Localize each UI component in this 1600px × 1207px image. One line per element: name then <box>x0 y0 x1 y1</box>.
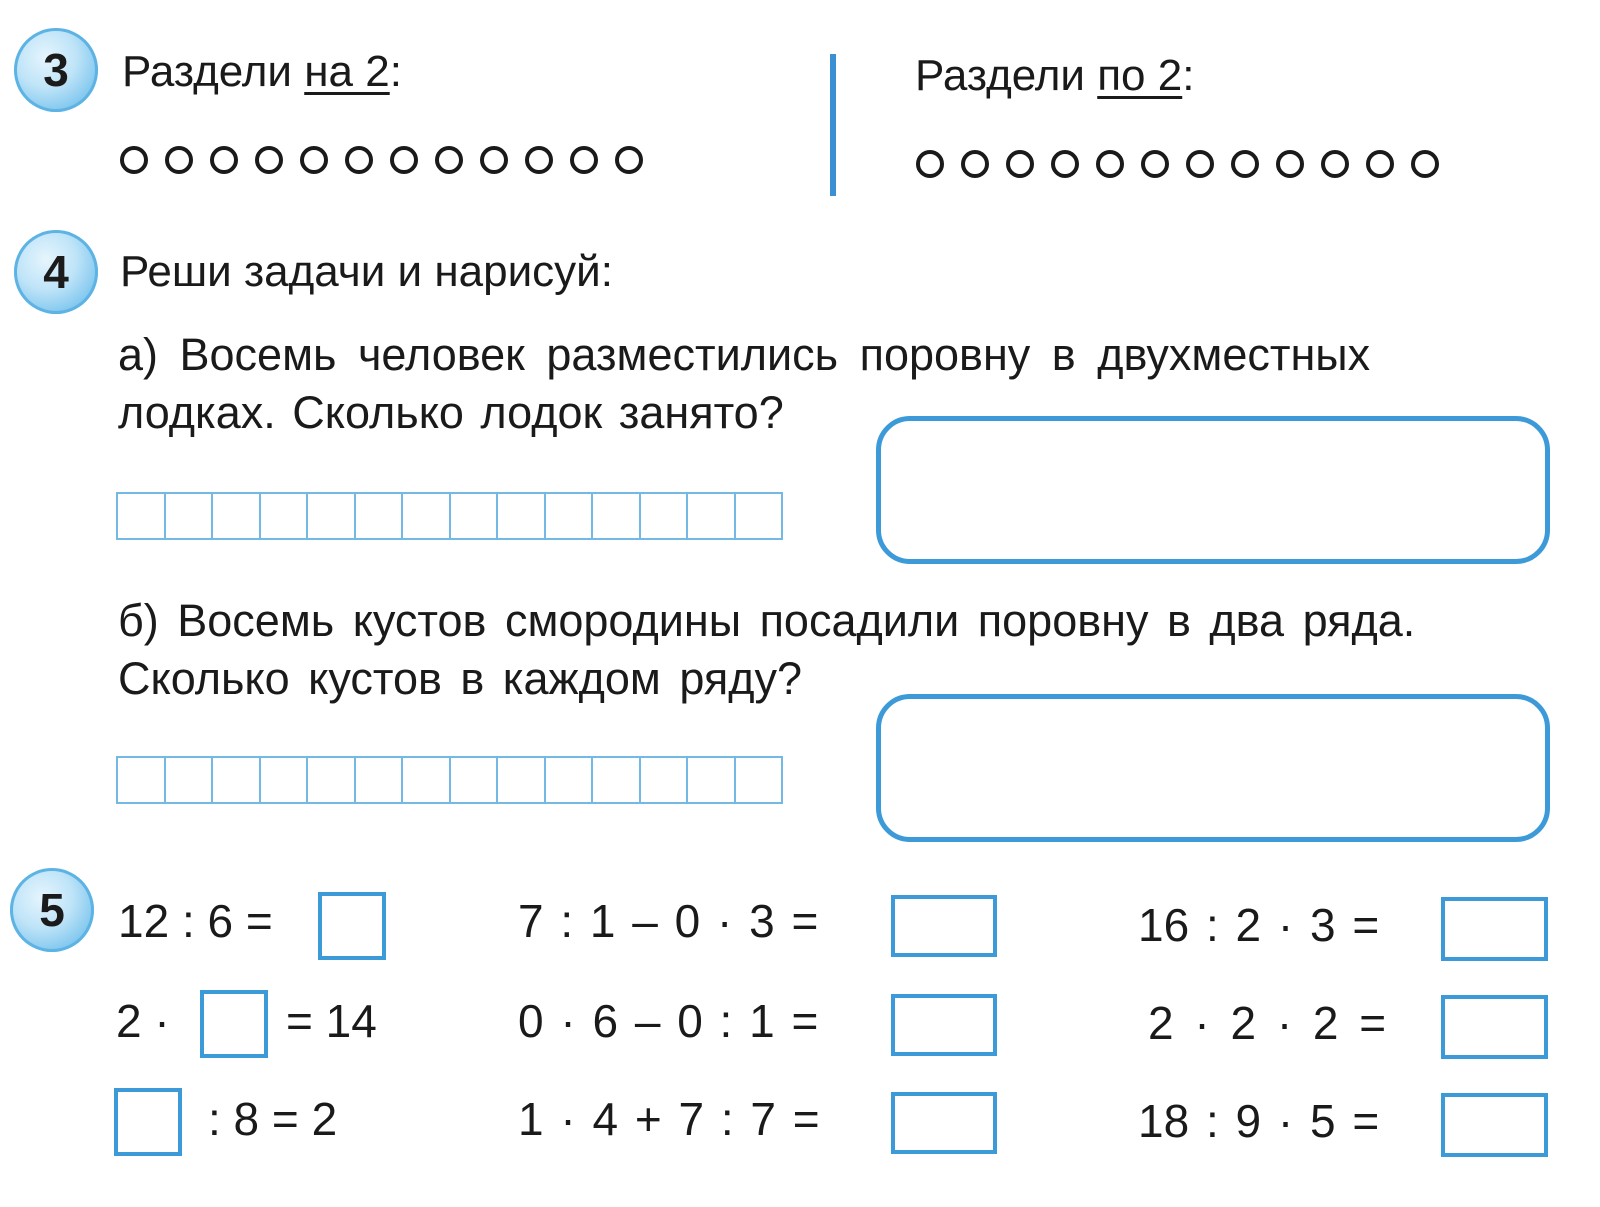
task-number: 3 <box>43 44 69 96</box>
circle <box>570 146 598 174</box>
task-number: 5 <box>39 884 65 936</box>
answer-box[interactable] <box>200 990 268 1058</box>
heading-underlined: на 2 <box>304 47 390 96</box>
answer-box[interactable] <box>1441 897 1548 961</box>
task3-right-heading <box>915 51 1195 100</box>
grid-cell[interactable] <box>403 756 451 804</box>
circle <box>1051 150 1079 178</box>
grid-cell[interactable] <box>546 756 594 804</box>
heading-text: Раздели <box>122 47 305 96</box>
task-number-badge <box>14 28 98 112</box>
circle <box>1321 150 1349 178</box>
answer-box[interactable] <box>318 892 386 960</box>
answer-box[interactable] <box>114 1088 182 1156</box>
equation-text: = 14 <box>286 995 377 1047</box>
grid-cell[interactable] <box>261 756 309 804</box>
heading-text: Раздели <box>915 51 1098 100</box>
heading-underlined: по 2 <box>1097 51 1183 100</box>
circle <box>1276 150 1304 178</box>
problem-a-line1: а) Восемь человек разместились поровну в двухместных <box>118 329 1371 380</box>
problem-a-line2: лодках. Сколько лодок занято? <box>118 387 784 438</box>
task-number: 4 <box>43 246 69 298</box>
equation-text: 16 : 2 · 3 = <box>1138 899 1380 951</box>
grid-cell[interactable] <box>356 756 404 804</box>
heading-colon: : <box>389 47 402 96</box>
task4-title: Реши задачи и нарисуй: <box>120 247 613 296</box>
grid-cell[interactable] <box>213 756 261 804</box>
grid-cell[interactable] <box>308 756 356 804</box>
grid-cell[interactable] <box>451 492 499 540</box>
circle <box>916 150 944 178</box>
equation-text: : 8 = 2 <box>208 1093 338 1145</box>
circle <box>615 146 643 174</box>
circle <box>961 150 989 178</box>
equation-text: 2 · <box>116 995 170 1047</box>
circle <box>525 146 553 174</box>
grid-cell[interactable] <box>593 756 641 804</box>
answer-grid-a[interactable] <box>116 492 783 540</box>
grid-cell[interactable] <box>641 492 689 540</box>
circle <box>390 146 418 174</box>
equation-text: 1 · 4 + 7 : 7 = <box>518 1093 820 1145</box>
circle <box>1231 150 1259 178</box>
problem-b-line1: б) Восемь кустов смородины посадили поровну в два ряда. <box>118 595 1416 646</box>
grid-cell[interactable] <box>546 492 594 540</box>
equation-text: 7 : 1 – 0 · 3 = <box>518 895 819 947</box>
answer-grid-b[interactable] <box>116 756 783 804</box>
circles-row-right <box>916 150 1456 178</box>
task-number-badge <box>10 868 94 952</box>
equation-text: 12 : 6 = <box>118 895 273 947</box>
answer-box[interactable] <box>891 1092 997 1154</box>
circle <box>300 146 328 174</box>
grid-cell[interactable] <box>356 492 404 540</box>
circle <box>480 146 508 174</box>
task-number-badge <box>14 230 98 314</box>
circle <box>255 146 283 174</box>
grid-cell[interactable] <box>498 756 546 804</box>
grid-cell[interactable] <box>261 492 309 540</box>
grid-cell[interactable] <box>641 756 689 804</box>
circle <box>120 146 148 174</box>
circle <box>1006 150 1034 178</box>
grid-cell[interactable] <box>166 756 214 804</box>
equation-text: 18 : 9 · 5 = <box>1138 1095 1380 1147</box>
task3-left-heading <box>122 47 402 96</box>
grid-cell[interactable] <box>118 756 166 804</box>
circle <box>1411 150 1439 178</box>
circle <box>1141 150 1169 178</box>
drawing-box-b[interactable] <box>876 694 1550 842</box>
circle <box>1186 150 1214 178</box>
equation-text: 2 · 2 · 2 = <box>1148 997 1387 1049</box>
answer-box[interactable] <box>891 895 997 957</box>
equation-text: 0 · 6 – 0 : 1 = <box>518 995 819 1047</box>
grid-cell[interactable] <box>498 492 546 540</box>
grid-cell[interactable] <box>593 492 641 540</box>
grid-cell[interactable] <box>688 492 736 540</box>
drawing-box-a[interactable] <box>876 416 1550 564</box>
circles-row-left <box>120 146 660 174</box>
grid-cell[interactable] <box>736 756 784 804</box>
grid-cell[interactable] <box>403 492 451 540</box>
grid-cell[interactable] <box>688 756 736 804</box>
circle <box>345 146 373 174</box>
heading-colon: : <box>1182 51 1195 100</box>
answer-box[interactable] <box>1441 1093 1548 1157</box>
grid-cell[interactable] <box>118 492 166 540</box>
answer-box[interactable] <box>891 994 997 1056</box>
circle <box>435 146 463 174</box>
grid-cell[interactable] <box>736 492 784 540</box>
divider-line <box>830 54 836 196</box>
circle <box>1096 150 1124 178</box>
answer-box[interactable] <box>1441 995 1548 1059</box>
grid-cell[interactable] <box>166 492 214 540</box>
grid-cell[interactable] <box>213 492 261 540</box>
circle <box>210 146 238 174</box>
grid-cell[interactable] <box>308 492 356 540</box>
problem-b-line2: Сколько кустов в каждом ряду? <box>118 653 802 704</box>
grid-cell[interactable] <box>451 756 499 804</box>
circle <box>165 146 193 174</box>
circle <box>1366 150 1394 178</box>
